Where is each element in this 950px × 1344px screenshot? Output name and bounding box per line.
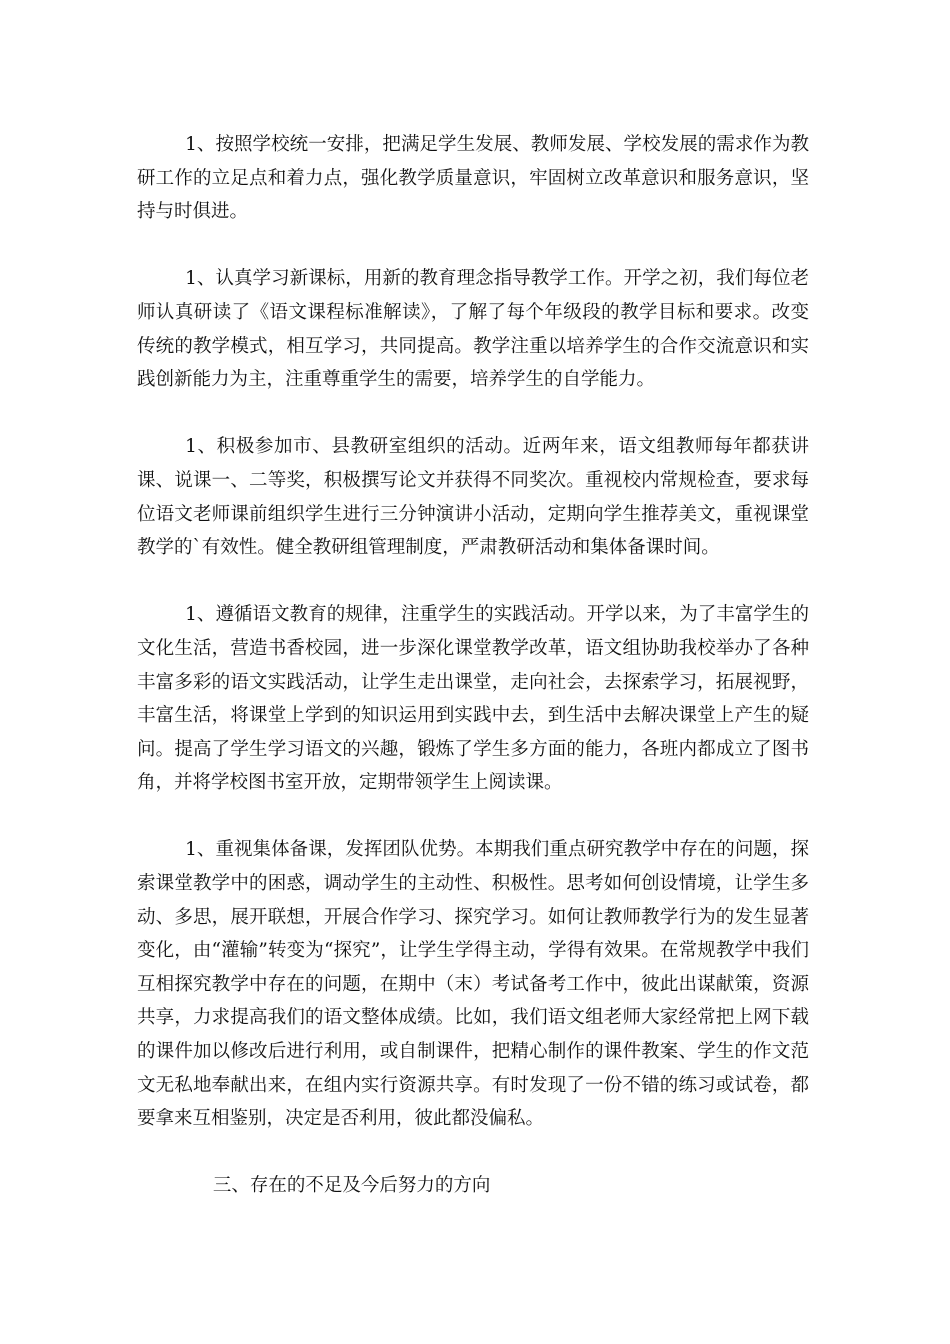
paragraph-3: 1、积极参加市、县教研室组织的活动。近两年来，语文组教师每年都获讲课、说课一、二等奖，积极撰写论文并获得不同奖次。重视校内常规检查，要求每位语文老师课前组织学生进行三分钟演讲小活动，定期向学生推荐美文，重视课堂教学的`有效性。健全教研组管理制度，严肃教研活动和集体备课时间。 xyxy=(137,436,809,559)
paragraph-1: 1、按照学校统一安排，把满足学生发展、教师发展、学校发展的需求作为教研工作的立足点和着力点，强化教学质量意识，牢固树立改革意识和服务意识，坚持与时俱进。 xyxy=(137,134,809,223)
paragraph-2: 1、认真学习新课标，用新的教育理念指导教学工作。开学之初，我们每位老师认真研读了《语文课程标准解读》，了解了每个年级段的教学目标和要求。改变传统的教学模式，相互学习，共同提高。教学注重以培养学生的合作交流意识和实践创新能力为主，注重尊重学生的需要，培养学生的自学能力。 xyxy=(137,268,809,391)
document-page xyxy=(137,128,809,1203)
section-heading: 三、存在的不足及今后努力的方向 xyxy=(212,1175,491,1197)
paragraph-5: 1、重视集体备课，发挥团队优势。本期我们重点研究教学中存在的问题，探索课堂教学中的困惑，调动学生的主动性、积极性。思考如何创设情境，让学生多动、多思，展开联想，开展合作学习、探究学习。如何让教师教学行为的发生显著变化，由“灌输”转变为“探究”，让学生学得主动，学得有效果。在常规教学中我们互相探究教学中存在的问题，在期中（末）考试备考工作中，彼此出谋献策，资源共享，力求提高我们的语文整体成绩。比如，我们语文组老师大家经常把上网下载的课件加以修改后进行利用，或自制课件，把精心制作的课件教案、学生的作文范文无私地奉献出来，在组内实行资源共享。有时发现了一份不错的练习或试卷，都要拿来互相鉴别，决定是否利用，彼此都没偏私。 xyxy=(137,839,809,1130)
paragraph-4: 1、遵循语文教育的规律，注重学生的实践活动。开学以来，为了丰富学生的文化生活，营造书香校园，进一步深化课堂教学改革，语文组协助我校举办了各种丰富多彩的语文实践活动，让学生走出课堂，走向社会，去探索学习，拓展视野，丰富生活，将课堂上学到的知识运用到实践中去，到生活中去解决课堂上产生的疑问。提高了学生学习语文的兴趣，锻炼了学生多方面的能力，各班内都成立了图书角，并将学校图书室开放，定期带领学生上阅读课。 xyxy=(137,604,809,794)
